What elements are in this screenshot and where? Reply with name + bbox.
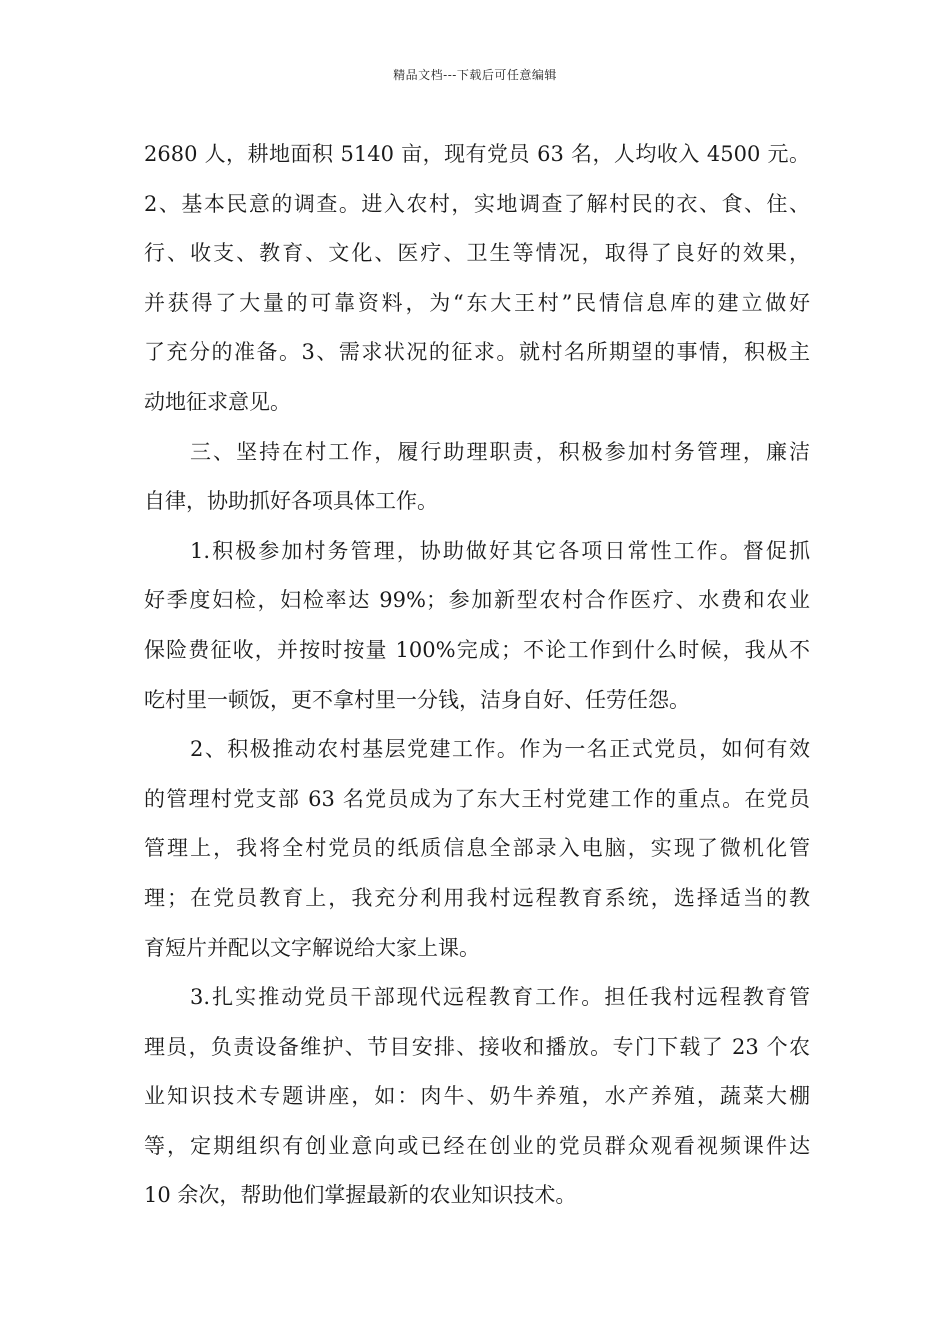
text-line: 管理上，我将全村党员的纸质信息全部录入电脑，实现了微机化管 xyxy=(144,836,810,861)
text-line: 的管理村党支部 63 名党员成为了东大王村党建工作的重点。在党员 xyxy=(144,786,810,811)
text-line: 2、基本民意的调查。进入农村，实地调查了解村民的衣、食、住、 xyxy=(144,191,810,216)
text-line: 1.积极参加村务管理，协助做好其它各项日常性工作。督促抓 xyxy=(190,538,810,563)
text-line: 2680 人，耕地面积 5140 亩，现有党员 63 名，人均收入 4500 元。 xyxy=(144,142,810,166)
text-line: 了充分的准备。3、需求状况的征求。就村名所期望的事情，积极主 xyxy=(144,340,810,365)
text-line: 动地征求意见。 xyxy=(144,389,291,414)
text-line: 3.扎实推动党员干部现代远程教育工作。担任我村远程教育管 xyxy=(190,985,810,1010)
text-line: 保险费征收，并按时按量 100%完成；不论工作到什么时候，我从不 xyxy=(144,637,810,662)
text-line: 育短片并配以文字解说给大家上课。 xyxy=(144,935,480,960)
text-line: 10 余次，帮助他们掌握最新的农业知识技术。 xyxy=(144,1183,577,1208)
text-line: 好季度妇检，妇检率达 99%；参加新型农村合作医疗、水费和农业 xyxy=(144,588,810,613)
text-line: 等，定期组织有创业意向或已经在创业的党员群众观看视频课件达 xyxy=(144,1133,810,1158)
text-line: 理员，负责设备维护、节目安排、接收和播放。专门下载了 23 个农 xyxy=(144,1034,810,1059)
text-line: 理；在党员教育上，我充分利用我村远程教育系统，选择适当的教 xyxy=(144,885,810,910)
text-line: 自律，协助抓好各项具体工作。 xyxy=(144,489,438,514)
document-body xyxy=(144,130,810,1221)
text-line: 业知识技术专题讲座，如：肉牛、奶牛养殖，水产养殖，蔬菜大棚 xyxy=(144,1084,810,1109)
text-line: 行、收支、教育、文化、医疗、卫生等情况，取得了良好的效果， xyxy=(144,241,810,266)
page-header: 精品文档---下载后可任意编辑 xyxy=(393,68,557,82)
text-line: 并获得了大量的可靠资料，为“东大王村”民情信息库的建立做好 xyxy=(144,290,810,315)
text-line: 2、积极推动农村基层党建工作。作为一名正式党员，如何有效 xyxy=(190,737,810,762)
text-line: 吃村里一顿饭，更不拿村里一分钱，洁身自好、任劳任怨。 xyxy=(144,687,690,712)
text-line: 三、坚持在村工作，履行助理职责，积极参加村务管理，廉洁 xyxy=(190,439,810,464)
